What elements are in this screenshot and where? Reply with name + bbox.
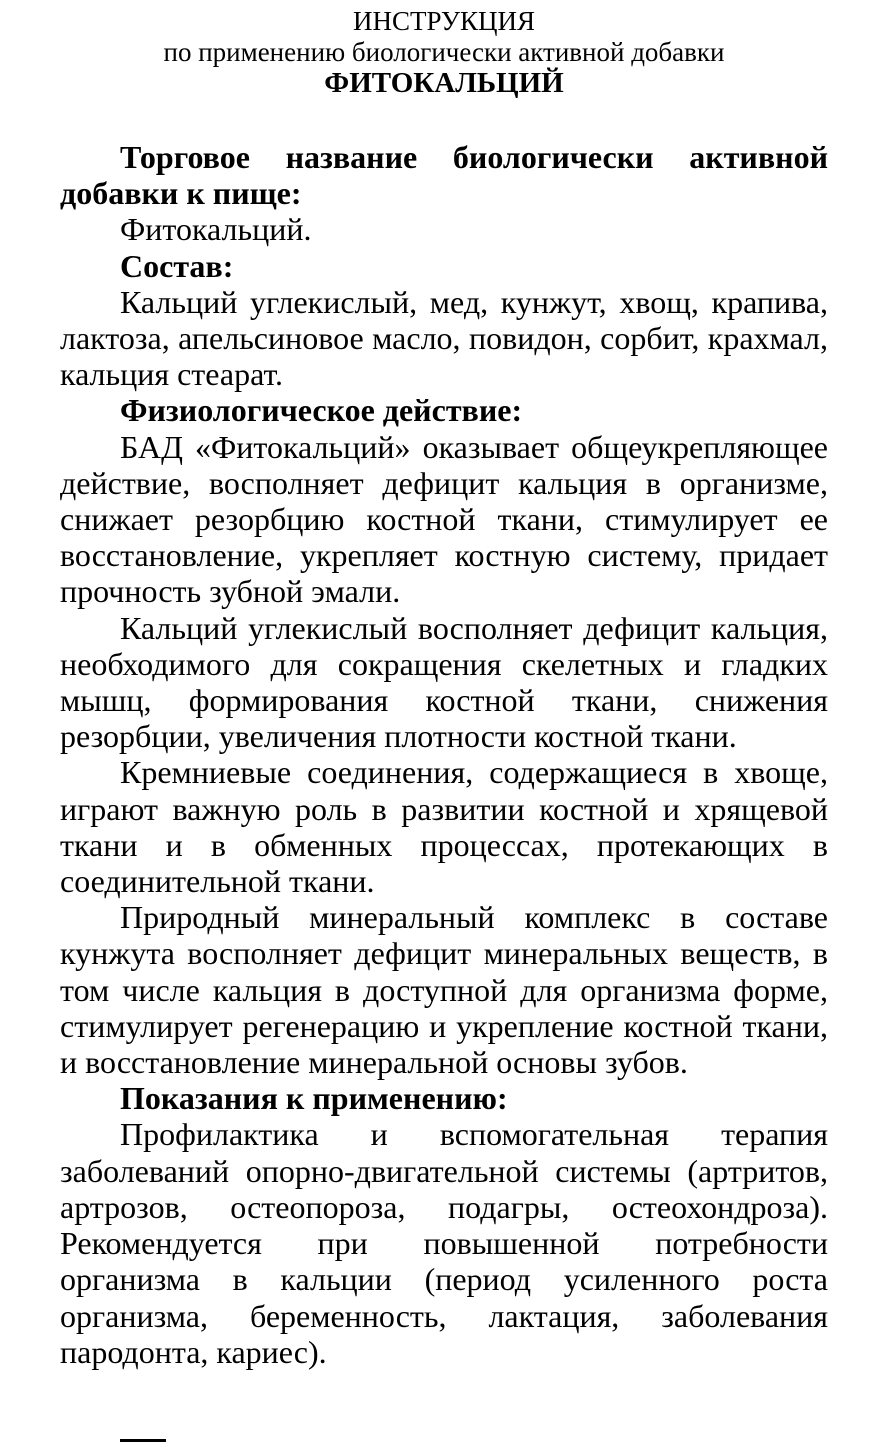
action-paragraph-4: Природный минеральный комплекс в составе кунжута восполняет дефицит минеральных веществ, в том числе кальция в доступной для организма форме, стимулирует регенерацию и укрепление костной ткани, и восстановление минеральной основы зубов. <box>60 899 828 1081</box>
document-body <box>60 139 828 1370</box>
trade-name-heading: Торговое название биологически активной добавки к пище: <box>60 139 828 212</box>
product-name: ФИТОКАЛЬЦИЙ <box>324 67 564 99</box>
document-title: ИНСТРУКЦИЯ <box>353 6 535 36</box>
action-heading: Физиологическое действие: <box>120 392 523 429</box>
document-header <box>60 6 828 99</box>
action-paragraph-3: Кремниевые соединения, содержащиеся в хвоще, играют важную роль в развитии костной и хрящевой ткани и в обменных процессах, протекающих в соединительной ткани. <box>60 754 828 900</box>
composition-text: Кальций углекислый, мед, кунжут, хвощ, крапива, лактоза, апельсиновое масло, повидон, сорбит, крахмал, кальция стеарат. <box>60 283 828 393</box>
composition-heading: Состав: <box>120 247 234 284</box>
document-page <box>60 6 828 1370</box>
indications-heading: Показания к применению: <box>120 1080 508 1117</box>
document-subtitle: по применению биологически активной добавки <box>163 37 725 67</box>
indications-text: Профилактика и вспомогательная терапия заболеваний опорно-двигательной системы (артритов, артрозов, остеопороза, подагры, остеохондроза). Рекомендуется при повышенной потребности организма в кальции (период усиленного роста организма, беременность, лактация, заболевания пародонта, кариес). <box>60 1116 828 1370</box>
action-paragraph-2: Кальций углекислый восполняет дефицит кальция, необходимого для сокращения скелетных и гладких мышц, формирования костной ткани, снижения резорбции, увеличения плотности костной ткани. <box>60 609 828 755</box>
action-paragraph-1: БАД «Фитокальций» оказывает общеукрепляющее действие, восполняет дефицит кальция в организме, снижает резорбцию костной ткани, стимулирует ее восстановление, укрепляет костную систему, придает прочность зубной эмали. <box>60 428 828 610</box>
trade-name-value: Фитокальций. <box>120 211 312 248</box>
cut-off-text-fragment <box>120 1439 166 1448</box>
